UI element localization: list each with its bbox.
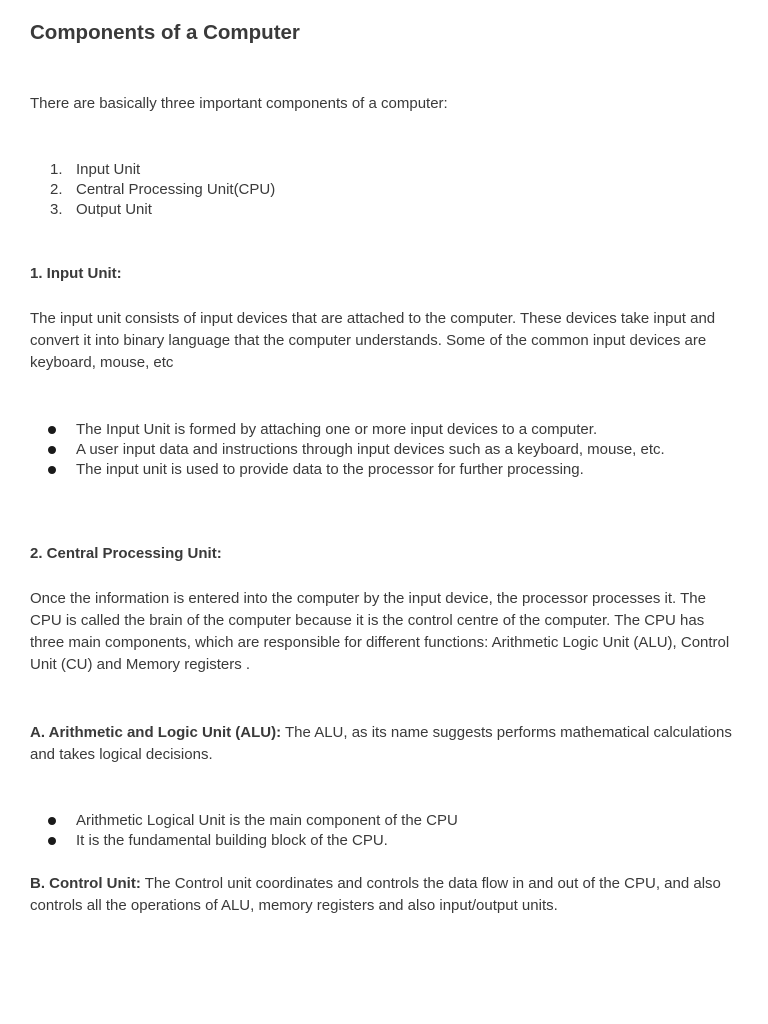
bullet-item <box>30 811 736 831</box>
bullet-text: Arithmetic Logical Unit is the main component of the CPU <box>76 812 458 829</box>
list-item-label: Central Processing Unit(CPU) <box>76 181 276 198</box>
bullet-item <box>30 440 736 460</box>
alu-label: A. Arithmetic and Logic Unit (ALU): <box>30 724 282 741</box>
alu-text: The ALU, as its name suggests performs mathematical calculations and takes logical decisions. <box>30 724 732 763</box>
bullet-text: It is the fundamental building block of the CPU. <box>76 832 388 849</box>
list-item <box>30 160 736 180</box>
alu-bullet-list <box>30 811 736 851</box>
list-item-label: Input Unit <box>76 161 141 178</box>
bullet-dot <box>48 817 56 825</box>
input-unit-bullet-list <box>30 420 736 480</box>
components-list <box>30 160 736 220</box>
bullet-item <box>30 460 736 480</box>
input-unit-paragraph: The input unit consists of input devices that are attached to the computer. These devices take input and convert it into binary language that the computer understands. Some of the common input devices are keyboard, mouse, etc <box>30 310 716 371</box>
bullet-text: The Input Unit is formed by attaching one or more input devices to a computer. <box>76 421 598 438</box>
list-item-label: Output Unit <box>76 201 152 218</box>
bullet-item <box>30 420 736 440</box>
input-unit-heading: 1. Input Unit: <box>30 265 122 282</box>
cpu-paragraph: Once the information is entered into the computer by the input device, the processor processes it. The CPU is called the brain of the computer because it is the control centre of the computer. The CPU has three main components, which are responsible for different functions: Arithmetic Logic Unit (ALU), Control Unit (CU) and Memory registers . <box>30 590 730 673</box>
control-unit-paragraph <box>30 873 736 917</box>
intro-paragraph: There are basically three important components of a computer: <box>30 95 448 112</box>
bullet-dot <box>48 426 56 434</box>
bullet-item <box>30 831 736 851</box>
list-number: 1. <box>50 161 63 178</box>
bullet-dot <box>48 466 56 474</box>
bullet-dot <box>48 446 56 454</box>
cpu-heading: 2. Central Processing Unit: <box>30 545 222 562</box>
list-number: 2. <box>50 181 63 198</box>
bullet-dot <box>48 837 56 845</box>
list-item <box>30 200 736 220</box>
control-unit-text: The Control unit coordinates and controls the data flow in and out of the CPU, and also controls all the operations of ALU, memory registers and also input/output units. <box>30 875 721 914</box>
list-item <box>30 180 736 200</box>
list-number: 3. <box>50 201 63 218</box>
bullet-text: The input unit is used to provide data to the processor for further processing. <box>76 461 584 478</box>
control-unit-label: B. Control Unit: <box>30 875 141 892</box>
bullet-text: A user input data and instructions through input devices such as a keyboard, mouse, etc. <box>76 441 665 458</box>
alu-paragraph <box>30 722 736 766</box>
page-title: Components of a Computer <box>30 21 300 44</box>
